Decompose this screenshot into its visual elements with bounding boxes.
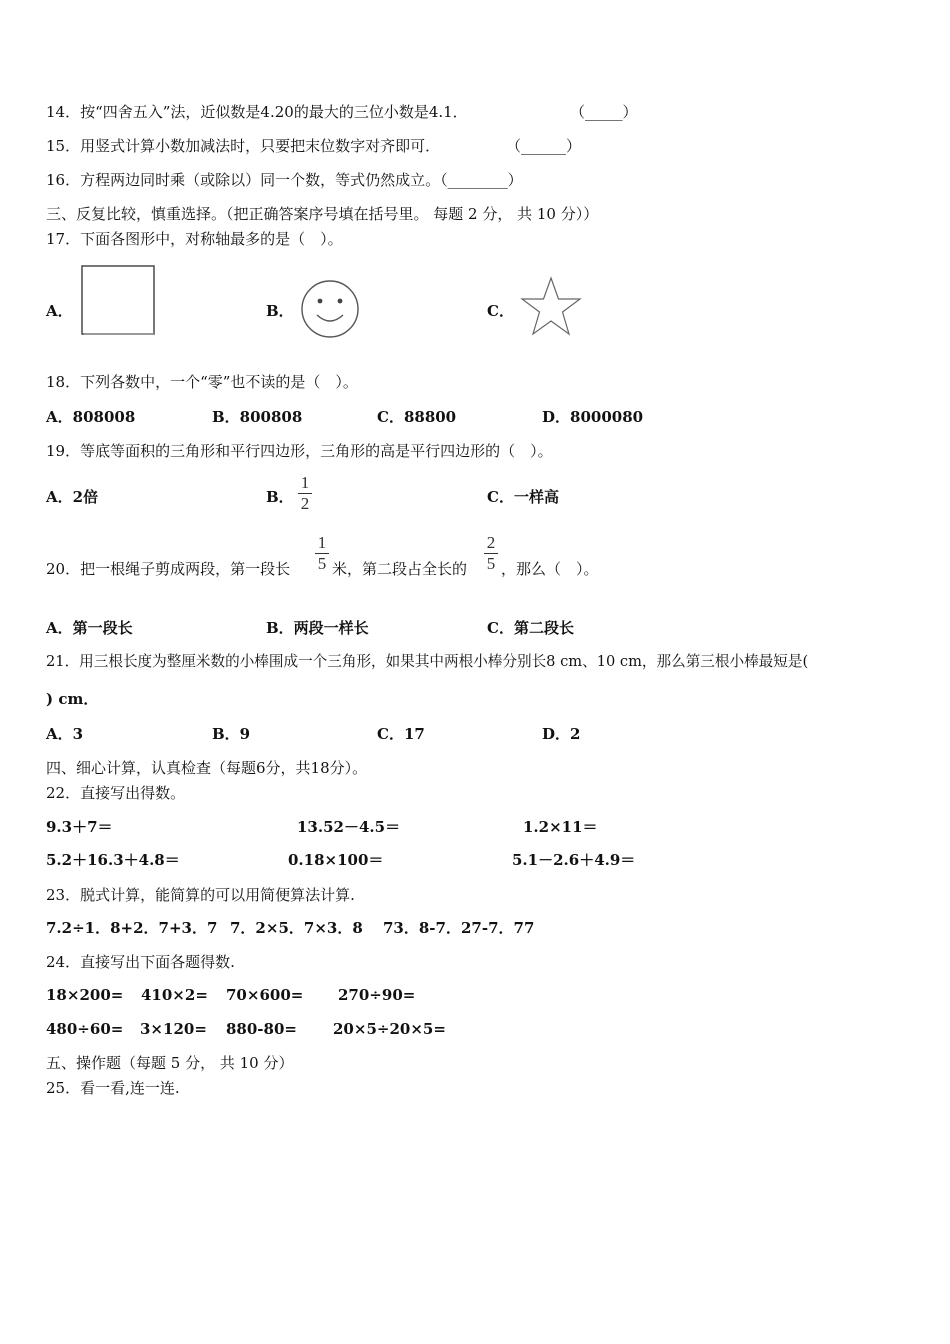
question-23: 23．脱式计算，能简算的可以用简便算法计算. — [46, 886, 355, 904]
q21-option-b[interactable]: B．9 — [212, 725, 251, 743]
question-19: 19．等底等面积的三角形和平行四边形，三角形的高是平行四边形的（ ）。 — [46, 442, 553, 460]
q18-option-b[interactable]: B．800808 — [212, 408, 303, 426]
question-14-text: 14．按“四舍五入”法，近似数是4.20的最大的三位小数是4.1． — [46, 103, 468, 121]
q20-fraction-second — [483, 534, 499, 573]
q20-option-c[interactable]: C．第二段长 — [487, 619, 574, 637]
q21-option-d[interactable]: D．2 — [542, 725, 581, 743]
q19-option-a[interactable]: A．2倍 — [46, 488, 99, 506]
question-20-part1: 20．把一根绳子剪成两段，第一段长 — [46, 560, 291, 578]
q19-option-b-fraction — [297, 474, 313, 513]
q22-item: 5.1－2.6＋4.9＝ — [512, 851, 636, 869]
question-22: 22．直接写出得数。 — [46, 784, 186, 802]
q18-option-d[interactable]: D．8000080 — [542, 408, 644, 426]
q24-item: 20×5÷20×5= — [333, 1020, 446, 1038]
fraction-numerator: 1 — [317, 533, 327, 552]
q19-option-c[interactable]: C．一样高 — [487, 488, 559, 506]
question-17: 17．下面各图形中，对称轴最多的是（ ）。 — [46, 230, 343, 248]
q24-item: 880-80= — [226, 1020, 297, 1038]
question-24: 24．直接写出下面各题得数. — [46, 953, 235, 971]
answer-blank-15[interactable]: （______） — [506, 137, 582, 155]
q23-item: 73．8-7．27-7．77 — [383, 919, 535, 937]
q22-item: 5.2＋16.3＋4.8＝ — [46, 851, 180, 869]
q22-item: 13.52－4.5＝ — [297, 818, 401, 836]
q21-option-c[interactable]: C．17 — [377, 725, 425, 743]
q17-option-b-label[interactable]: B． — [266, 302, 294, 320]
q23-item: 7．2×5．7×3．8 — [230, 919, 363, 937]
question-18: 18．下列各数中，一个“零”也不读的是（ ）。 — [46, 373, 358, 391]
q22-item: 9.3＋7＝ — [46, 818, 113, 836]
question-14 — [46, 102, 468, 122]
question-21-line2: ) cm． — [46, 690, 99, 708]
q17-option-a-label[interactable]: A． — [46, 302, 73, 320]
question-15-text: 15．用竖式计算小数加减法时，只要把末位数字对齐即可． — [46, 137, 441, 155]
q22-item: 1.2×11＝ — [523, 818, 598, 836]
question-20-part2: 米，第二段占全长的 — [332, 560, 468, 578]
fraction-numerator: 2 — [486, 533, 496, 552]
q20-option-a[interactable]: A．第一段长 — [46, 619, 133, 637]
q19-option-b-label[interactable]: B． — [266, 488, 294, 506]
question-15 — [46, 136, 440, 156]
q21-option-a[interactable]: A．3 — [46, 725, 84, 743]
q20-option-b[interactable]: B．两段一样长 — [266, 619, 369, 637]
q24-item: 3×120= — [140, 1020, 207, 1038]
question-25: 25．看一看,连一连. — [46, 1079, 180, 1097]
q24-item: 410×2= — [141, 986, 208, 1004]
smiley-face-icon — [300, 279, 360, 339]
question-21-line1: 21．用三根长度为整厘米数的小棒围成一个三角形，如果其中两根小棒分别长8 cm、10 cm，那么第三根小棒最短是( — [46, 653, 809, 670]
fraction-denominator: 2 — [300, 494, 310, 513]
square-icon — [78, 263, 158, 337]
fraction-denominator: 5 — [317, 554, 327, 573]
q23-item: 7.2÷1．8+2．7+3．7 — [46, 919, 218, 937]
q24-item: 18×200= — [46, 986, 124, 1004]
fraction-denominator: 5 — [486, 554, 496, 573]
star-icon — [520, 276, 582, 338]
question-16: 16．方程两边同时乘（或除以）同一个数，等式仍然成立。（________） — [46, 171, 523, 189]
question-20-part3: ，那么（ ）。 — [501, 560, 599, 578]
q18-option-a[interactable]: A．808008 — [46, 408, 136, 426]
fraction-numerator: 1 — [300, 473, 310, 492]
q24-item: 70×600= — [226, 986, 304, 1004]
q20-fraction-first — [314, 534, 330, 573]
section-3-title: 三、反复比较，慎重选择。（把正确答案序号填在括号里。 每题 2 分， 共 10 分）） — [46, 205, 599, 223]
section-5-title: 五、操作题（每题 5 分， 共 10 分） — [46, 1054, 294, 1072]
answer-blank-14[interactable]: （_____） — [570, 103, 638, 121]
q24-item: 270÷90= — [338, 986, 416, 1004]
q22-item: 0.18×100＝ — [288, 851, 384, 869]
section-4-title: 四、细心计算，认真检查（每题6分，共18分）。 — [46, 759, 368, 777]
q18-option-c[interactable]: C．88800 — [377, 408, 457, 426]
q24-item: 480÷60= — [46, 1020, 124, 1038]
q17-option-c-label[interactable]: C． — [487, 302, 514, 320]
